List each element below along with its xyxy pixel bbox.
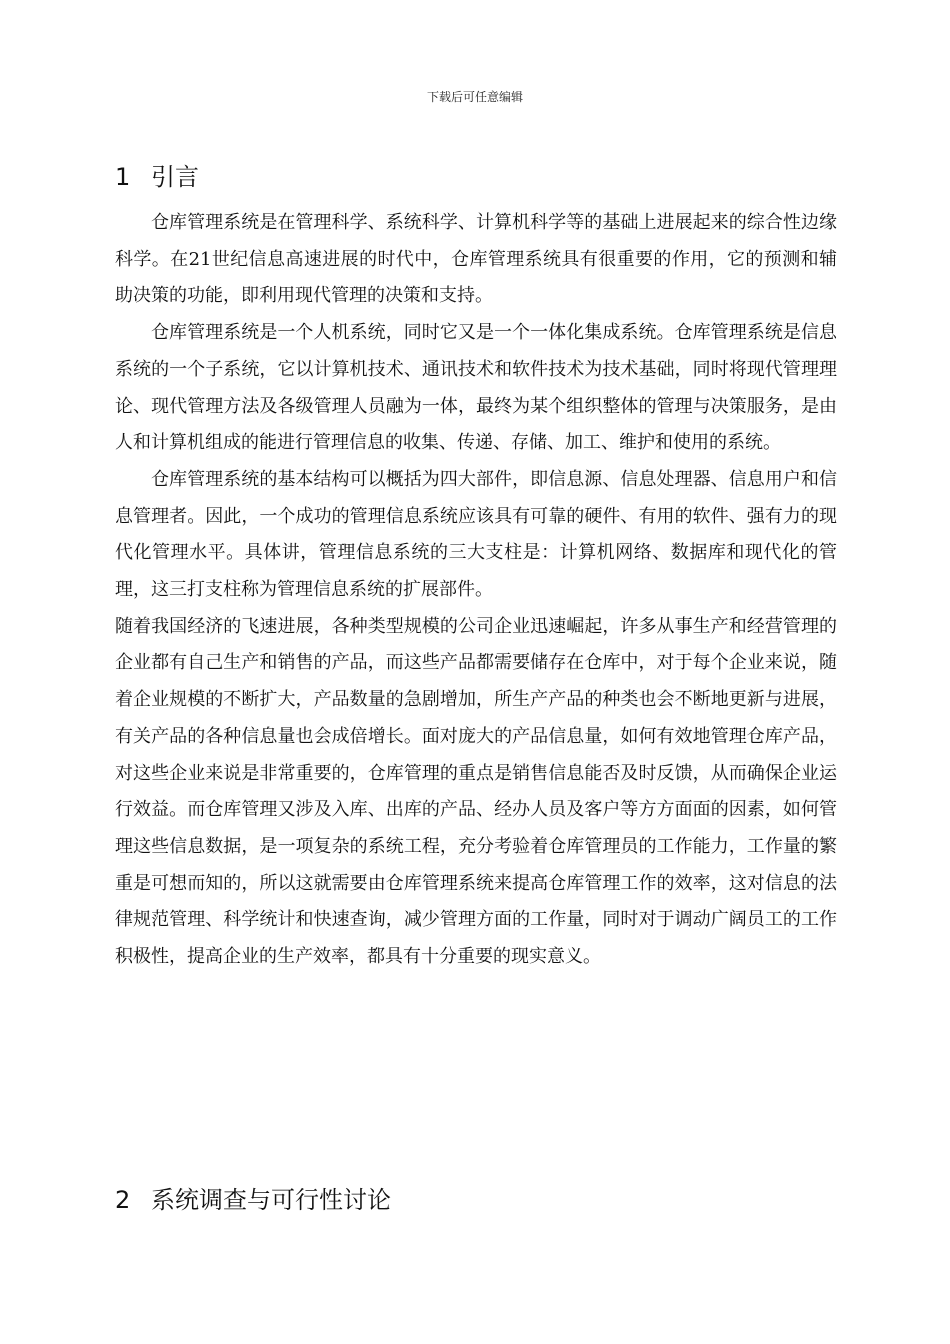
section-1-number: 1 xyxy=(115,163,131,191)
section-1-title: 引言 xyxy=(151,163,199,191)
section-1-body xyxy=(115,205,837,976)
header-note: 下载后可任意编辑 xyxy=(426,90,523,104)
section-2-heading xyxy=(115,1180,391,1215)
paragraph-2: 仓库管理系统是一个人机系统，同时它又是一个一体化集成系统。仓库管理系统是信息系统的一个子系统，它以计算机技术、通讯技术和软件技术为技术基础，同时将现代管理理论、现代管理方法及各级管理人员融为一体，最终为某个组织整体的管理与决策服务，是由人和计算机组成的能进行管理信息的收集、传递、存储、加工、维护和使用的系统。 xyxy=(115,322,837,454)
paragraph-1: 仓库管理系统是在管理科学、系统科学、计算机科学等的基础上进展起来的综合性边缘科学。在21世纪信息高速进展的时代中，仓库管理系统具有很重要的作用，它的预测和辅助决策的功能，即利用现代管理的决策和支持。 xyxy=(115,212,837,307)
section-2-title: 系统调查与可行性讨论 xyxy=(151,1186,391,1214)
section-1-heading xyxy=(115,157,199,192)
paragraph-4: 随着我国经济的飞速进展，各种类型规模的公司企业迅速崛起，许多从事生产和经营管理的企业都有自己生产和销售的产品，而这些产品都需要储存在仓库中，对于每个企业来说，随着企业规模的不断扩大，产品数量的急剧增加，所生产产品的种类也会不断地更新与进展，有关产品的各种信息量也会成倍增长。面对庞大的产品信息量，如何有效地管理仓库产品，对这些企业来说是非常重要的，仓库管理的重点是销售信息能否及时反馈，从而确保企业运行效益。而仓库管理又涉及入库、出库的产品、经办人员及客户等方方面面的因素，如何管理这些信息数据，是一项复杂的系统工程，充分考验着仓库管理员的工作能力，工作量的繁重是可想而知的，所以这就需要由仓库管理系统来提高仓库管理工作的效率，这对信息的法律规范管理、科学统计和快速查询，减少管理方面的工作量，同时对于调动广阔员工的工作积极性，提高企业的生产效率，都具有十分重要的现实意义。 xyxy=(115,615,837,968)
section-2-number: 2 xyxy=(115,1186,131,1214)
paragraph-3: 仓库管理系统的基本结构可以概括为四大部件，即信息源、信息处理器、信息用户和信息管理者。因此，一个成功的管理信息系统应该具有可靠的硬件、有用的软件、强有力的现代化管理水平。具体讲，管理信息系统的三大支柱是：计算机网络、数据库和现代化的管理，这三打支柱称为管理信息系统的扩展部件。 xyxy=(115,468,837,601)
